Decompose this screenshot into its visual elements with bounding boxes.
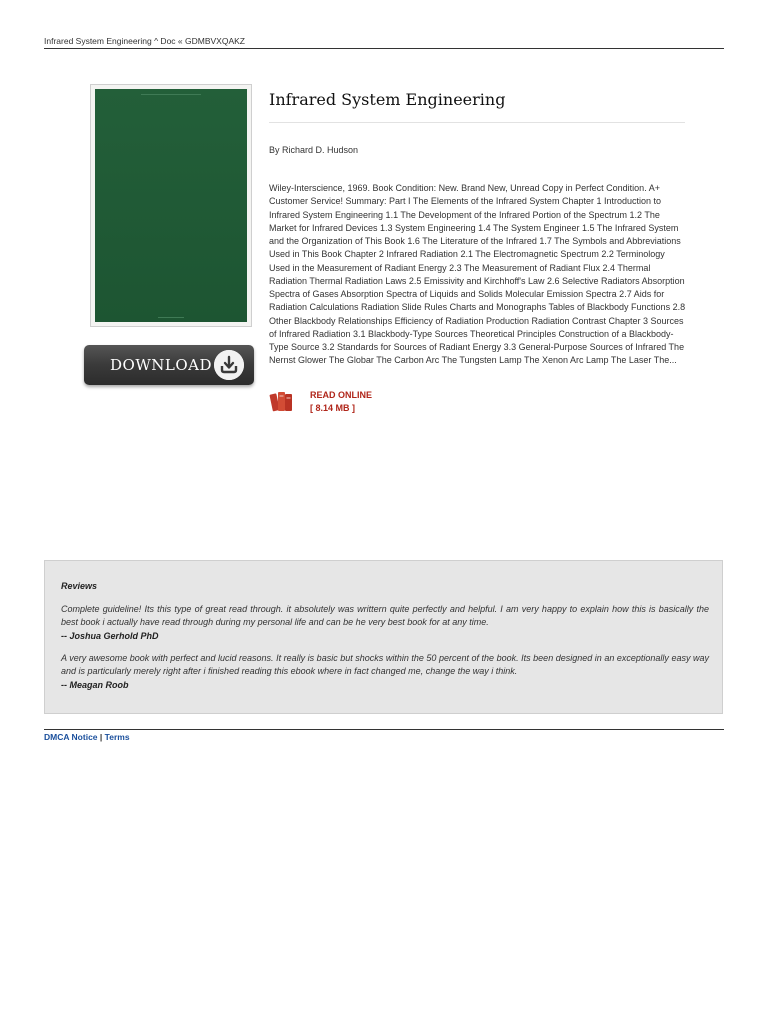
read-online-link[interactable]: READ ONLINE — [310, 390, 373, 400]
book-stack-icon[interactable] — [269, 388, 295, 414]
footer-separator: | — [99, 732, 103, 742]
review-text: A very awesome book with perfect and lucid reasons. It really is basic but shocks within the 50 percent of the book. Its been designed in an exceptionally easy way and is particularly merely right after i finished reading this ebook where in fact changed me, change the way i think. — [61, 653, 709, 677]
cover-title-line — [141, 94, 201, 95]
dmca-notice-link[interactable]: DMCA Notice — [44, 732, 98, 742]
file-size: [ 8.14 MB ] — [310, 403, 356, 413]
download-button[interactable] — [84, 345, 254, 385]
review-author: -- Meagan Roob — [61, 680, 129, 690]
page-header — [44, 34, 724, 49]
download-label: DOWNLOAD — [110, 356, 212, 374]
review-author: -- Joshua Gerhold PhD — [61, 631, 159, 641]
book-title: Infrared System Engineering — [269, 90, 506, 109]
book-author: By Richard D. Hudson — [269, 145, 359, 155]
book-cover-art — [95, 89, 247, 322]
reviews-panel — [44, 560, 723, 714]
reviews-title: Reviews — [61, 581, 98, 591]
book-cover — [90, 84, 252, 327]
cover-publisher-line — [158, 317, 184, 318]
title-divider — [269, 122, 685, 123]
terms-link[interactable]: Terms — [104, 732, 130, 742]
header-text: Infrared System Engineering ^ Doc « GDMBVXQAKZ — [44, 36, 245, 46]
review-text: Complete guideline! Its this type of great read through. it absolutely was writtern quite perfectly and helpful. I am very happy to explain how this is basically the best book i actually have read through during my personal life and can be he very best book for at any time. — [61, 604, 709, 628]
download-icon — [214, 350, 244, 380]
book-description: Wiley-Interscience, 1969. Book Condition: New. Brand New, Unread Copy in Perfect Condition. A+ Customer Service! Summary: Part I The Elements of the Infrared System Chapter 1 Introduction to Infrared System Engineering 1.1 The Development of the Infrared Portion of the Spectrum 1.2 The Market for Infrared Devices 1.3 System Engineering 1.4 The System Engineer 1.5 The Infrared System and the Organization of This Book 1.6 The Literature of the Infrared 1.7 The Symbols and Abbreviations Used in This Book Chapter 2 Infrared Radiation 2.1 The Electromagnetic Spectrum 2.2 Terminology Used in the Measurement of Radiant Energy 2.3 The Measurement of Radiant Flux 2.4 Thermal Radiation Thermal Radiation Laws 2.5 Emissivity and Kirchhoff's Law 2.6 Selective Radiators Absorption Spectra of Gases Absorption Spectra of Liquids and Solids Molecular Emission Spectra 2.7 Aids for Radiation Calculations Radiation Slide Rules Charts and Monographs Tables of Blackbody Functions 2.8 Other Blackbody Relationships Efficiency of Radiation Production Radiation Contrast Chapter 3 Sources of Infrared Radiation 3.1 Blackbody-Type Sources Theoretical Principles Construction of a Blackbody-Type Source 3.2 Standards for Sources of Radiant Energy 3.3 General-Purpose Sources of Infrared The Nernst Glower The Globar The Carbon Arc The Tungsten Lamp The Xenon Arc Lamp The Laser The... — [269, 183, 686, 366]
page-footer — [44, 729, 724, 743]
